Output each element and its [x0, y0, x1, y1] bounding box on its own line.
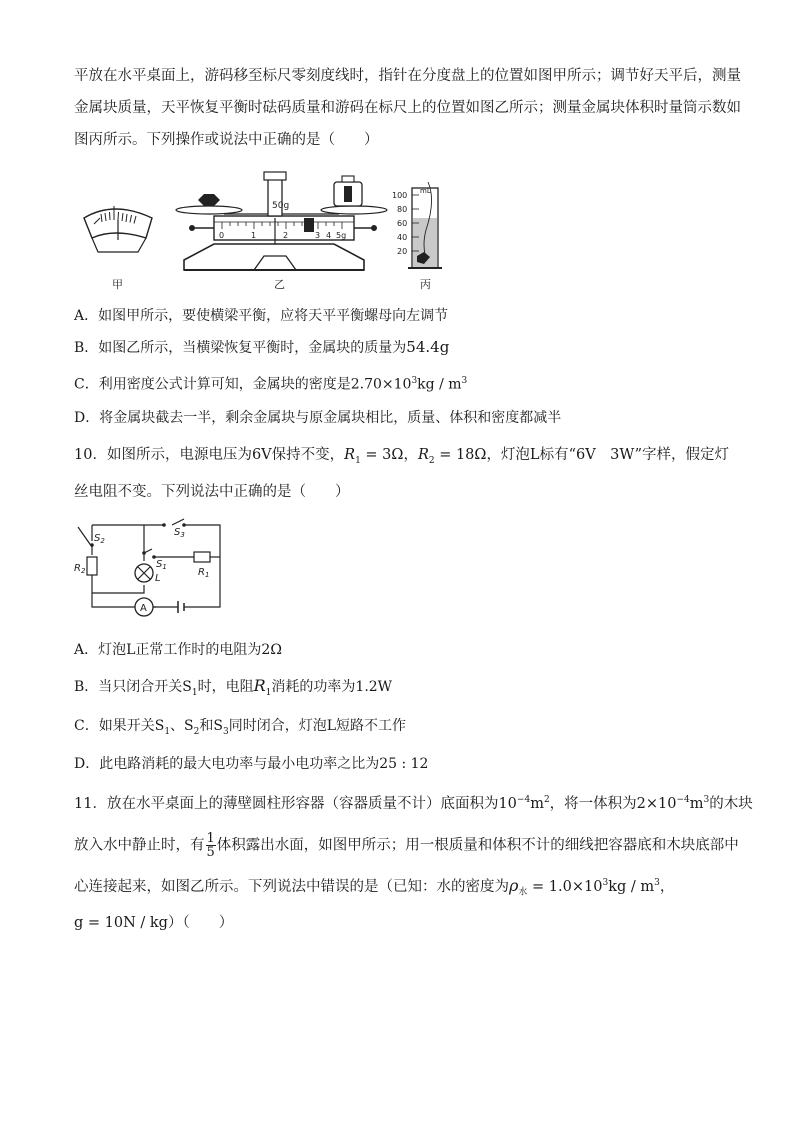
q11-text-k: ， [659, 878, 675, 895]
q11-fraction-denominator: 5 [206, 845, 215, 860]
q9-stem-line-2: 金属块质量，天平恢复平衡时砝码质量和游码在标尺上的位置如图乙所示；测量金属块体积时量筒示数如 [74, 100, 741, 116]
scale-tick-0: 0 [219, 231, 225, 240]
q11-rho-sub: 水 [518, 887, 528, 898]
q10-r1-symbol: R [344, 447, 356, 463]
cylinder-tick-20: 20 [397, 247, 408, 256]
q10-option-b-r: R [253, 676, 266, 695]
r2-label: $R_2$ [74, 563, 86, 575]
q9-option-b-text: B．如图乙所示，当横梁恢复平衡时，金属块的质量为 [74, 340, 407, 356]
q10-r2-value: = 18Ω [434, 447, 487, 463]
dial-plate-figure [84, 206, 152, 252]
q9-option-b [74, 337, 449, 358]
q11-text-e: 的木块 [709, 795, 753, 812]
cylinder-tick-40: 40 [397, 233, 408, 242]
q11-text-d: m [689, 795, 704, 812]
q10-option-c-text-d: 同时闭合，灯泡L短路不工作 [228, 718, 406, 734]
q10-stem-line-2: 丝电阻不变。下列说法中正确的是（ ） [74, 484, 350, 500]
q11-stem-line-3 [74, 873, 674, 903]
q11-text-a: 11．放在水平桌面上的薄壁圆柱形容器（容器质量不计）底面积为10 [74, 795, 517, 812]
q9-stem-line-3: 图丙所示。下列操作或说法中正确的是（ ） [74, 132, 379, 148]
scale-tick-2: 2 [283, 231, 289, 240]
r1-label: $R_1$ [198, 567, 210, 579]
q11-text-c: ，将一体积为2×10 [549, 795, 677, 812]
q9-option-b-value: 54.4g [406, 338, 450, 356]
q10-stem-text-a: 10．如图所示，电源电压为6V保持不变， [74, 447, 345, 463]
q10-stem-line-1 [74, 445, 729, 471]
q11-text-g: 体积露出水面，如图甲所示；用一根质量和体积不计的细线把容器底和木块底部中 [216, 837, 739, 854]
label-yi: 乙 [274, 278, 285, 291]
q10-circuit-diagram [74, 515, 234, 620]
q9-option-c-exp: 3 [411, 376, 418, 386]
q11-exp-6: 3 [654, 878, 660, 888]
label-jia: 甲 [112, 278, 123, 291]
lamp-label: L [155, 573, 161, 584]
balance-figure [176, 172, 387, 270]
q11-fraction [206, 832, 216, 859]
q10-option-b-text-a: B．当只闭合开关S [74, 679, 192, 695]
q11-stem-line-2 [74, 832, 739, 859]
ammeter-label: A [140, 603, 147, 614]
q10-option-c-text-c: 和S [199, 718, 223, 734]
q10-option-c-text-b: 、S [170, 718, 194, 734]
scale-tick-1: 1 [251, 231, 257, 240]
q10-option-b-r-sub: 1 [265, 687, 272, 698]
q10-r2-symbol: R [417, 447, 429, 463]
q11-exp-2: 2 [543, 795, 550, 805]
q11-exp-5: 3 [602, 878, 609, 888]
q11-stem-line-4: g = 10N / kg）（ ） [74, 915, 234, 931]
label-bing: 丙 [420, 278, 431, 291]
scale-tick-5g: 5g [336, 231, 347, 240]
cylinder-unit: mL [420, 187, 431, 195]
q10-r2-sub: 2 [428, 455, 435, 466]
cylinder-tick-100: 100 [392, 191, 408, 200]
q10-option-b-text-c: 消耗的功率为1.2W [271, 679, 393, 695]
q10-option-d: D．此电路消耗的最大电功率与最小电功率之比为25 : 12 [74, 756, 429, 772]
q11-exp-3: −4 [676, 795, 690, 805]
cylinder-tick-60: 60 [397, 219, 408, 228]
q9-option-c [74, 371, 467, 395]
cylinder-tick-80: 80 [397, 205, 408, 214]
r1-resistor [194, 552, 210, 562]
scale-tick-3: 3 [315, 231, 321, 240]
s2-label: $S_2$ [94, 533, 105, 545]
q9-option-c-unit-exp: 3 [461, 376, 468, 386]
q10-option-b [74, 676, 392, 703]
q11-fraction-numerator: 1 [206, 831, 215, 846]
q10-r1-sub: 1 [355, 455, 361, 466]
q9-option-a: A．如图甲所示，要使横梁平衡，应将天平平衡螺母向左调节 [74, 308, 449, 324]
scale-tick-4: 4 [326, 231, 332, 240]
q9-option-d: D．将金属块截去一半，剩余金属块与原金属块相比，质量、体积和密度都减半 [74, 410, 562, 426]
s3-label: $S_3$ [174, 527, 185, 539]
weight-50g-label: 50g [272, 201, 290, 211]
r2-resistor [87, 557, 97, 575]
q9-stem-line-1: 平放在水平桌面上，游码移至标尺零刻度线时，指针在分度盘上的位置如图甲所示；调节好天平后，测量 [74, 68, 741, 84]
q10-option-c-sub1: 1 [164, 726, 171, 737]
q11-text-j: kg / m [608, 878, 655, 895]
q10-option-c-sub3: 3 [222, 726, 229, 737]
q10-option-a: A．灯泡L正常工作时的电阻为2Ω [74, 642, 282, 658]
q11-exp-4: 3 [703, 795, 710, 805]
q10-stem-text-b: ，灯泡L标有“6V 3W”字样，假定灯 [486, 447, 729, 463]
q10-separator: ， [403, 447, 418, 463]
q10-option-c-sub2: 2 [193, 726, 200, 737]
q11-text-i: = 1.0×10 [527, 878, 603, 895]
s1-label: $S_1$ [156, 559, 167, 571]
q11-text-h: 心连接起来，如图乙所示。下列说法中错误的是（已知：水的密度为 [74, 878, 509, 895]
q10-option-b-text-b: 时，电阻 [197, 679, 254, 695]
q11-rho: ρ [509, 875, 519, 895]
q10-option-c [74, 716, 406, 742]
q10-option-b-sub: 1 [191, 687, 198, 698]
q10-r1-value: = 3Ω [360, 447, 404, 463]
q11-text-f: 放入水中静止时，有 [74, 837, 205, 854]
q9-option-c-text: C．利用密度公式计算可知，金属块的密度是 [74, 376, 351, 393]
q11-text-b: m [530, 795, 544, 812]
q9-option-c-unit: kg / m [417, 376, 462, 393]
q11-exp-1: −4 [516, 795, 531, 805]
q9-figure [74, 160, 454, 295]
q9-option-c-value: 2.70×10 [350, 376, 412, 393]
q10-option-c-text-a: C．如果开关S [74, 718, 165, 734]
q11-stem-line-1 [74, 790, 753, 814]
